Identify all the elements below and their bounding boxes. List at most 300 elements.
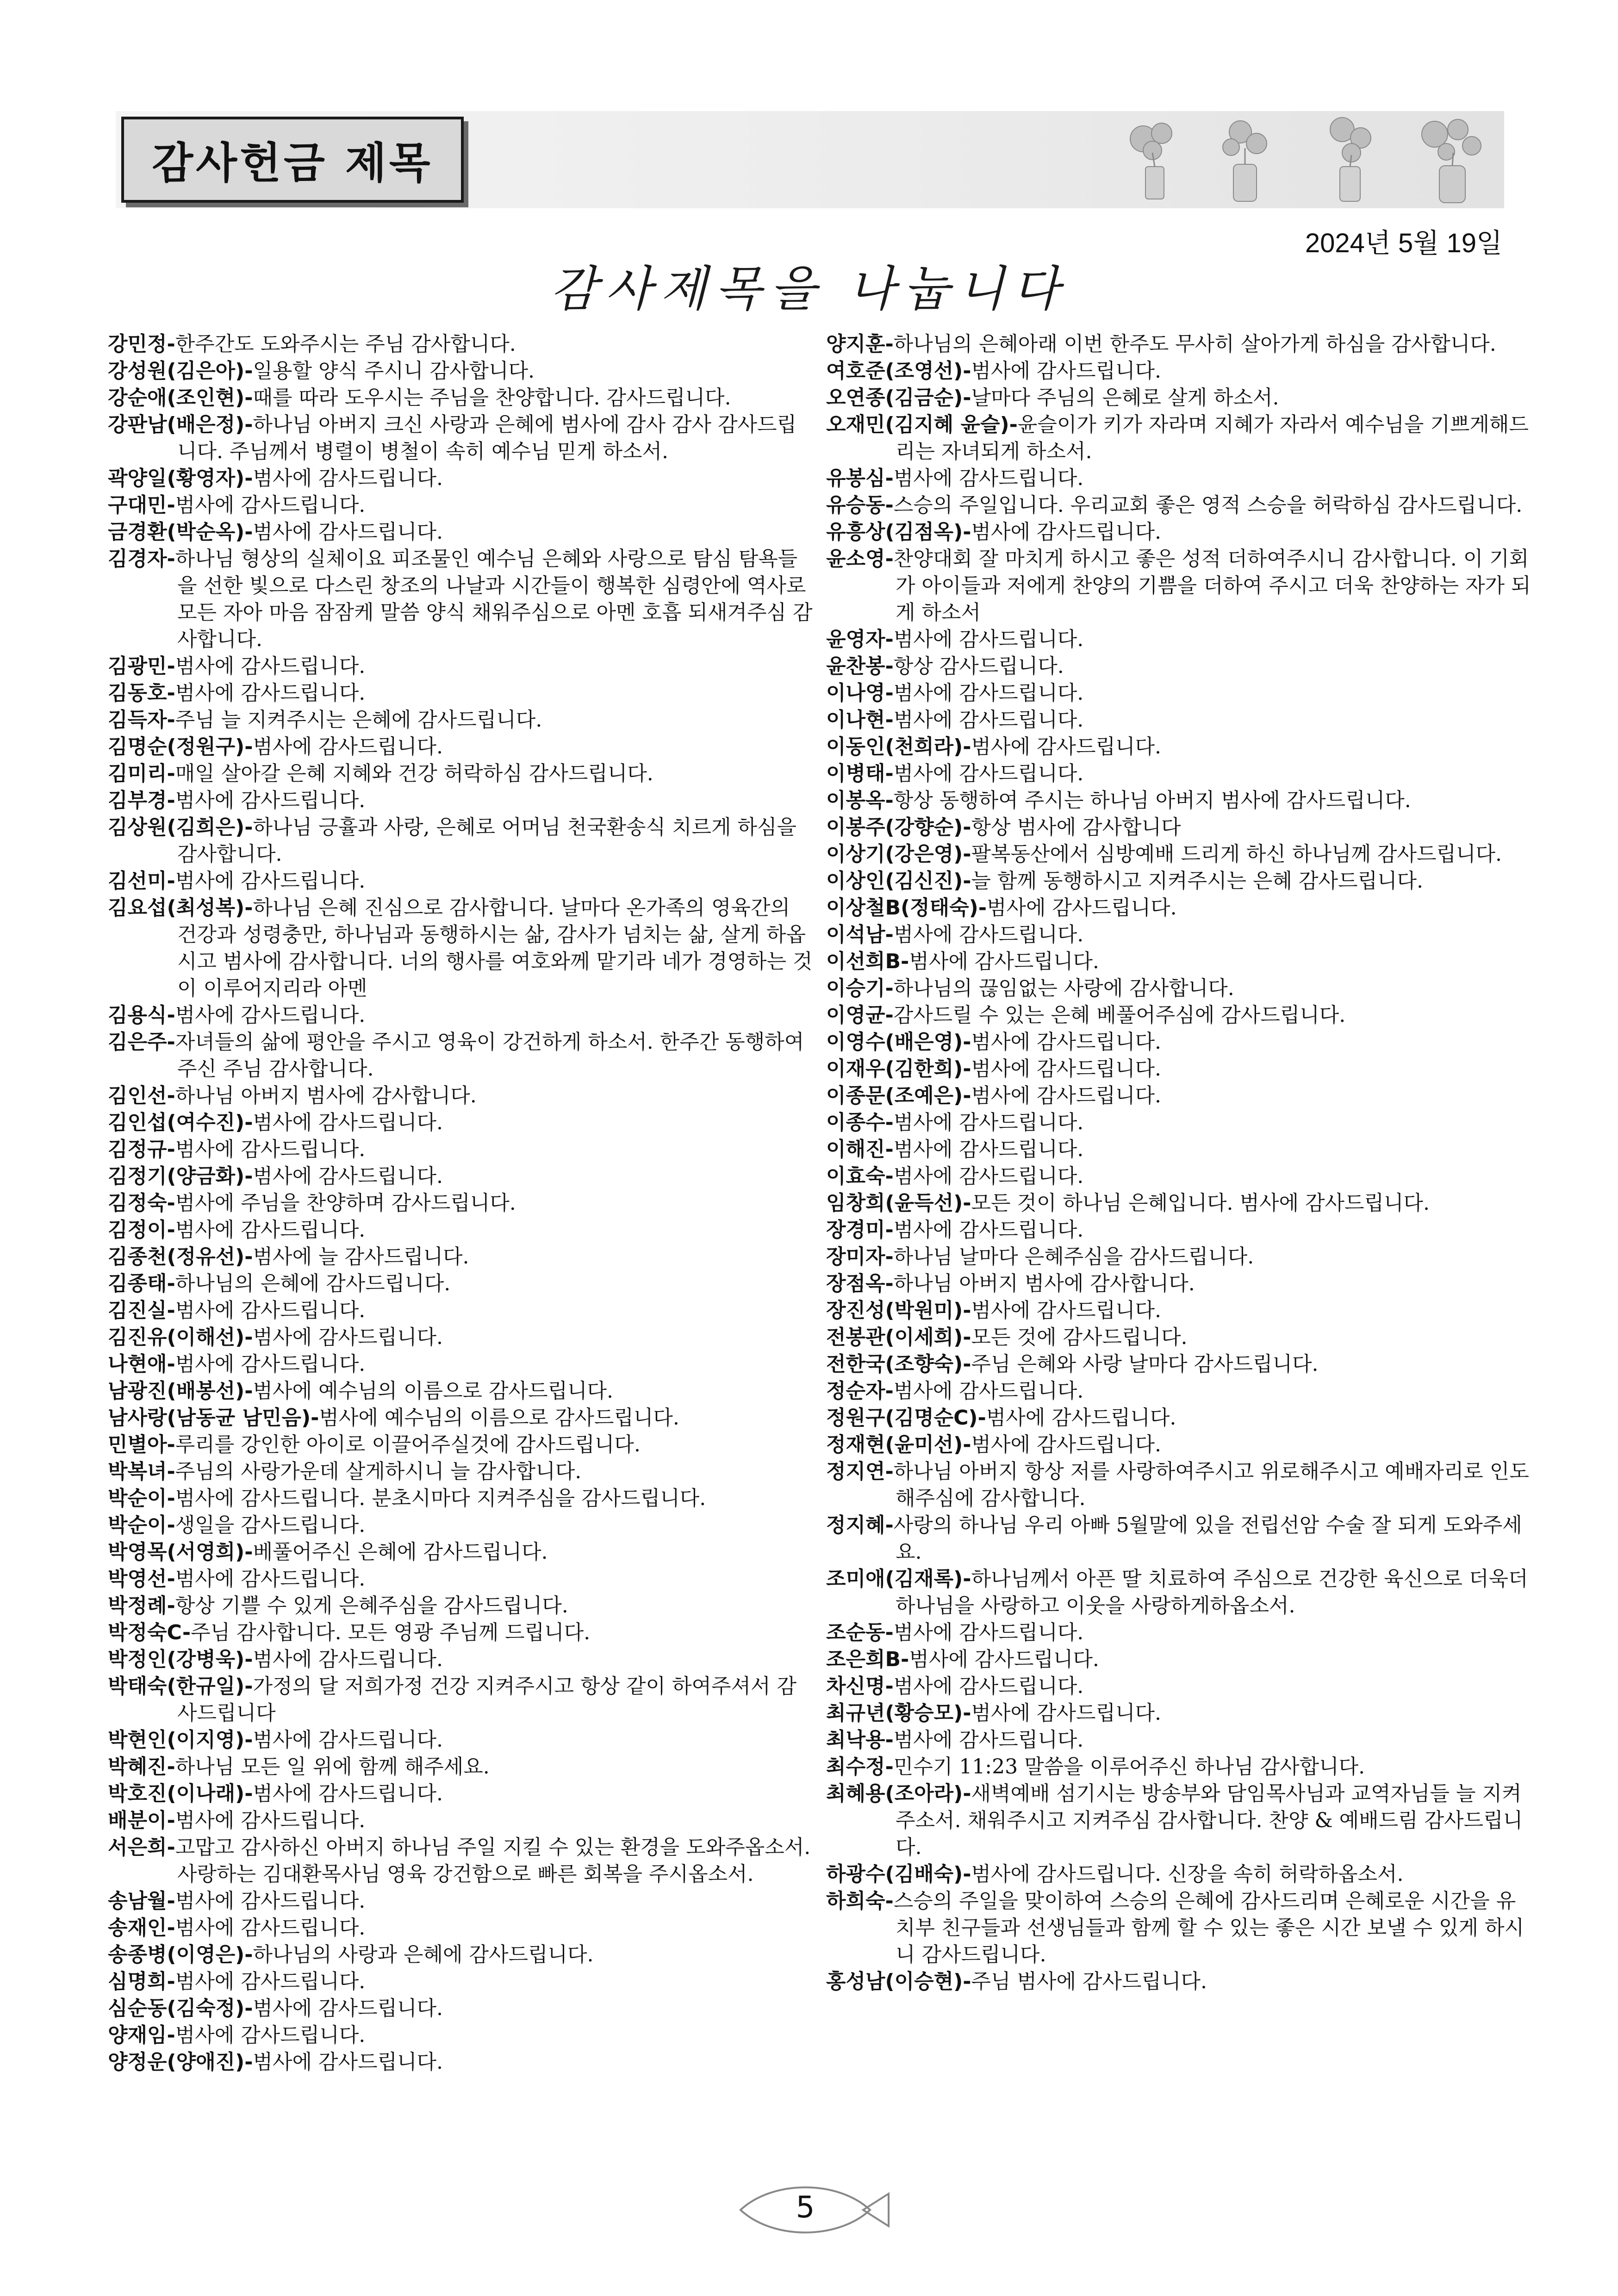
donor-name: 박호진(이나래)- (108, 1782, 253, 1805)
donor-entry (826, 975, 1534, 1002)
donor-name: 김정규- (108, 1138, 175, 1161)
donor-entry (108, 707, 816, 734)
thanksgiving-text: 감사드릴 수 있는 은혜 베풀어주심에 감사드립니다. (893, 1003, 1346, 1027)
donor-entry (108, 1109, 816, 1136)
thanksgiving-text: 범사에 감사드립니다. 신장을 속히 허락하옵소서. (971, 1862, 1404, 1886)
donor-name: 서은희- (108, 1836, 175, 1859)
thanksgiving-text: 범사에 감사드립니다. (893, 1379, 1084, 1403)
donor-entry (826, 1754, 1534, 1780)
donor-name: 구대민- (108, 493, 175, 517)
donor-name: 김인섭(여수진)- (108, 1111, 253, 1134)
thanksgiving-text: 범사에 감사드립니다. (893, 1164, 1084, 1188)
donor-name: 차신명- (826, 1674, 894, 1698)
donor-entry (108, 1458, 816, 1485)
donor-name: 김종천(정유선)- (108, 1245, 253, 1269)
thanksgiving-text: 범사에 감사드립니다. (971, 1701, 1162, 1725)
donor-entry (826, 1780, 1534, 1861)
donor-name: 박순이- (108, 1487, 175, 1510)
donor-name: 심명희- (108, 1970, 175, 1993)
thanksgiving-text: 범사에 감사드립니다. (175, 789, 366, 812)
thanksgiving-text: 때를 따라 도우시는 주님을 찬양합니다. 감사드립니다. (253, 386, 731, 410)
thanksgiving-text: 범사에 감사드립니다. (971, 1299, 1162, 1322)
thanksgiving-text: 범사에 감사드립니다. (893, 628, 1084, 651)
flower-vases-illustration (1101, 111, 1504, 208)
thanksgiving-text: 스승의 주일입니다. 우리교회 좋은 영적 스승을 허락하심 감사드립니다. (893, 493, 1523, 517)
thanksgiving-text: 하나님 긍휼과 사랑, 은혜로 어머님 천국환송식 치르게 하심을 감사합니다. (177, 815, 797, 866)
donor-name: 김진실- (108, 1299, 175, 1322)
donor-entry (826, 1136, 1534, 1163)
donor-entry (826, 1405, 1534, 1431)
donor-entry (108, 1566, 816, 1593)
thanksgiving-text: 범사에 감사드립니다. (175, 1809, 366, 1832)
section-title: 감사헌금 제목 (152, 138, 433, 188)
donor-entry (108, 868, 816, 895)
thanksgiving-text: 범사에 감사드립니다. (175, 654, 366, 678)
section-title-box (121, 117, 464, 203)
thanksgiving-text: 팔복동산에서 심방예배 드리게 하신 하나님께 감사드립니다. (971, 842, 1502, 866)
donor-entry (108, 1512, 816, 1539)
thanksgiving-text: 자녀들의 삶에 평안을 주시고 영육이 강건하게 하소서. 한주간 동행하여주신 주님 감사합니다. (175, 1030, 804, 1081)
donor-entry (826, 492, 1534, 519)
donor-name: 송남월- (108, 1889, 175, 1913)
donor-name: 김정이- (108, 1218, 175, 1242)
thanksgiving-text: 가정의 달 저희가정 건강 지켜주시고 항상 같이 하여주셔서 감사드립니다 (177, 1674, 797, 1725)
donor-entry (108, 1539, 816, 1566)
thanksgiving-text: 범사에 예수님의 이름으로 감사드립니다. (253, 1379, 614, 1403)
donor-entry (826, 1056, 1534, 1083)
donor-entry (108, 1378, 816, 1405)
donor-entry (826, 1673, 1534, 1700)
donor-name: 이종수- (826, 1111, 894, 1134)
donor-name: 이봉옥- (826, 789, 894, 812)
donor-entry (826, 1619, 1534, 1646)
donor-name: 윤소영- (826, 547, 894, 571)
thanksgiving-text: 범사에 감사드립니다. (175, 1352, 366, 1376)
donor-name: 박현인(이지영)- (108, 1728, 253, 1752)
donor-entry (826, 411, 1534, 465)
donor-entry (108, 1834, 816, 1888)
donor-name: 전봉관(이세희)- (826, 1325, 971, 1349)
thanksgiving-text: 범사에 감사드립니다. (893, 1138, 1084, 1161)
donor-name: 김정기(양금화)- (108, 1164, 253, 1188)
donor-name: 정원구(김명순C)- (826, 1406, 986, 1430)
thanksgiving-text: 베풀어주신 은혜에 감사드립니다. (253, 1540, 548, 1564)
donor-entry (108, 1431, 816, 1458)
donor-entry (108, 680, 816, 707)
thanksgiving-text: 찬양대회 잘 마치게 하시고 좋은 성적 더하여주시니 감사합니다. 이 기회가 아이들과 저에게 찬양의 기쁨을 더하여 주시고 더욱 찬양하는 자가 되게 하소서 (893, 547, 1531, 624)
donor-entry (108, 895, 816, 1002)
donor-entry (108, 1405, 816, 1431)
donor-name: 양지훈- (826, 332, 894, 356)
thanksgiving-text: 하나님 은혜 진심으로 감사합니다. 날마다 온가족의 영육간의 건강과 성령충만, 하나님과 동행하시는 삶, 감사가 넘치는 삶, 살게 하옵시고 범사에 감사합니다. 너의 행사를 여호와께 맡기라 네가 경영하는 것이 이루어지리라 아멘 (177, 896, 813, 1000)
donor-entry (826, 1566, 1534, 1619)
thanksgiving-text: 범사에 감사드립니다. 분초시마다 지켜주심을 감사드립니다. (175, 1487, 706, 1510)
thanksgiving-text: 범사에 감사드립니다. (175, 1003, 366, 1027)
donor-name: 김경자- (108, 547, 175, 571)
thanksgiving-text: 사랑의 하나님 우리 아빠 5월말에 있을 전립선암 수술 잘 되게 도와주세요. (893, 1513, 1522, 1564)
donor-name: 김득자- (108, 708, 175, 732)
donor-entry (826, 465, 1534, 492)
thanksgiving-text: 범사에 감사드립니다. (253, 1325, 443, 1349)
thanksgiving-text: 범사에 감사드립니다. (253, 735, 443, 759)
left-column (108, 331, 816, 2076)
donor-entry (826, 385, 1534, 411)
thanksgiving-text: 생일을 감사드립니다. (175, 1513, 366, 1537)
donor-name: 이상인(김신진)- (826, 869, 971, 893)
donor-name: 최규년(황승모)- (826, 1701, 971, 1725)
donor-name: 김상원(김희은)- (108, 815, 253, 839)
donor-entry (826, 1163, 1534, 1190)
donor-name: 이병태- (826, 762, 894, 785)
donor-entry (826, 1512, 1534, 1566)
thanksgiving-text: 모든 것이 하나님 은혜입니다. 범사에 감사드립니다. (971, 1191, 1430, 1215)
donor-entry (826, 787, 1534, 814)
donor-name: 김정숙- (108, 1191, 175, 1215)
donor-entry (108, 1754, 816, 1780)
donor-entry (826, 331, 1534, 358)
donor-entry (826, 868, 1534, 895)
thanksgiving-text: 범사에 감사드립니다. (987, 896, 1177, 920)
thanksgiving-text: 범사에 감사드립니다. (893, 708, 1084, 732)
donor-name: 하희숙- (826, 1889, 894, 1913)
thanksgiving-text: 범사에 감사드립니다. (253, 467, 443, 490)
donor-name: 장점옥- (826, 1272, 894, 1295)
donor-entry (108, 546, 816, 653)
thanksgiving-text: 하나님 아버지 범사에 감사합니다. (893, 1272, 1195, 1295)
donor-name: 김종태- (108, 1272, 175, 1295)
donor-entry (108, 1163, 816, 1190)
page-footer (0, 2182, 1618, 2238)
thanksgiving-text: 하나님 아버지 범사에 감사합니다. (175, 1084, 477, 1108)
donor-entry (826, 1351, 1534, 1378)
donor-name: 윤찬봉- (826, 654, 894, 678)
thanksgiving-text: 항상 동행하여 주시는 하나님 아버지 범사에 감사드립니다. (893, 789, 1411, 812)
thanksgiving-text: 민수기 11:23 말씀을 이루어주신 하나님 감사합니다. (893, 1755, 1365, 1779)
thanksgiving-text: 하나님 형상의 실체이요 피조물인 예수님 은혜와 사랑으로 탐심 탐욕들을 선한 빛으로 다스린 창조의 나날과 시간들이 행복한 심령안에 역사로 모든 자아 마음 잠잠케 말씀 양식 채워주심으로 아멘 호흡 되새겨주심 감사합니다. (175, 547, 813, 651)
thanksgiving-text: 하나님 아버지 크신 사랑과 은혜에 범사에 감사 감사 감사드립니다. 주님께서 병렬이 병철이 속히 예수님 믿게 하소서. (177, 413, 797, 463)
thanksgiving-text: 범사에 감사드립니다. (253, 1164, 443, 1188)
thanksgiving-text: 범사에 늘 감사드립니다. (253, 1245, 469, 1269)
donor-entry (108, 1619, 816, 1646)
donor-name: 이종문(조예은)- (826, 1084, 971, 1108)
thanksgiving-text: 매일 살아갈 은혜 지혜와 건강 허락하심 감사드립니다. (175, 762, 653, 785)
donor-name: 강민정- (108, 332, 175, 356)
donor-entry (108, 1002, 816, 1029)
donor-entry (826, 1458, 1534, 1512)
donor-name: 박정숙C- (108, 1621, 191, 1644)
donor-entry (108, 1941, 816, 1968)
donor-entry (826, 1270, 1534, 1297)
donor-entry (108, 1995, 816, 2022)
thanksgiving-text: 범사에 감사드립니다. (253, 2050, 443, 2074)
donor-entry (108, 358, 816, 385)
donor-name: 하광수(김배숙)- (826, 1862, 971, 1886)
thanksgiving-text: 범사에 주님을 찬양하며 감사드립니다. (175, 1191, 516, 1215)
thanksgiving-text: 범사에 감사드립니다. (253, 1997, 443, 2020)
thanksgiving-text: 범사에 감사드립니다. (893, 1111, 1084, 1134)
donor-name: 정지혜- (826, 1513, 894, 1537)
donor-name: 민별아- (108, 1433, 175, 1456)
thanksgiving-text: 일용할 양식 주시니 감사합니다. (253, 359, 535, 383)
thanksgiving-text: 범사에 감사드립니다. (175, 1138, 366, 1161)
thanksgiving-text: 하나님 날마다 은혜주심을 감사드립니다. (893, 1245, 1254, 1269)
donor-entry (108, 1244, 816, 1270)
donor-name: 정지연- (826, 1460, 894, 1483)
thanksgiving-text: 범사에 감사드립니다. (893, 923, 1084, 946)
donor-entry (108, 2022, 816, 2049)
thanksgiving-text: 범사에 감사드립니다. (986, 1406, 1176, 1430)
donor-name: 이상기(강은영)- (826, 842, 971, 866)
thanksgiving-text: 늘 함께 동행하시고 지켜주시는 은혜 감사드립니다. (971, 869, 1424, 893)
donor-name: 송재인- (108, 1916, 175, 1940)
thanksgiving-text: 범사에 감사드립니다. (893, 1674, 1084, 1698)
donor-entry (108, 1727, 816, 1754)
thanksgiving-text: 범사에 감사드립니다. (971, 359, 1162, 383)
donor-name: 이해진- (826, 1138, 894, 1161)
thanksgiving-text: 범사에 감사드립니다. (893, 681, 1084, 705)
thanksgiving-text: 범사에 감사드립니다. (175, 493, 366, 517)
thanksgiving-text: 범사에 감사드립니다. (253, 1648, 443, 1671)
donor-entry (826, 1109, 1534, 1136)
thanksgiving-text: 하나님 아버지 항상 저를 사랑하여주시고 위로해주시고 예배자리로 인도해주심에 감사합니다. (893, 1460, 1529, 1510)
thanksgiving-text: 주님 은혜와 사랑 날마다 감사드립니다. (971, 1352, 1319, 1376)
donor-name: 정순자- (826, 1379, 894, 1403)
donor-entry (108, 1485, 816, 1512)
donor-name: 김인선- (108, 1084, 175, 1108)
donor-entry (108, 1968, 816, 1995)
donor-name: 이석남- (826, 923, 894, 946)
thanksgiving-text: 범사에 감사드립니다. (971, 520, 1162, 544)
donor-name: 박정례- (108, 1594, 175, 1618)
thanksgiving-text: 범사에 감사드립니다. (175, 869, 366, 893)
donor-name: 김명순(정원구)- (108, 735, 253, 759)
donor-name: 금경환(박순옥)- (108, 520, 253, 544)
donor-name: 박영목(서영희)- (108, 1540, 253, 1564)
donor-entry (826, 760, 1534, 787)
thanksgiving-text: 윤슬이가 키가 자라며 지혜가 자라서 예수님을 기쁘게해드리는 자녀되게 하소서. (896, 413, 1529, 463)
thanksgiving-text: 범사에 감사드립니다. (971, 1084, 1162, 1108)
donor-name: 유봉심- (826, 467, 894, 490)
thanksgiving-text: 범사에 감사드립니다. (253, 1111, 443, 1134)
donor-name: 이봉주(강향순)- (826, 815, 971, 839)
donor-entry (826, 1324, 1534, 1351)
page-number: 5 (796, 2190, 815, 2225)
donor-entry (826, 546, 1534, 626)
donor-name: 이동인(천희라)- (826, 735, 971, 759)
donor-entry (826, 1646, 1534, 1673)
donor-entry (826, 1002, 1534, 1029)
thanksgiving-text: 범사에 감사드립니다. (175, 681, 366, 705)
thanksgiving-text: 범사에 감사드립니다. (893, 762, 1084, 785)
donor-name: 나현애- (108, 1352, 175, 1376)
donor-entry (108, 1593, 816, 1619)
thanksgiving-text: 범사에 감사드립니다. (971, 735, 1162, 759)
thanksgiving-text: 한주간도 도와주시는 주님 감사합니다. (175, 332, 516, 356)
donor-entry (108, 331, 816, 358)
donor-entry (108, 2049, 816, 2076)
thanksgiving-text: 범사에 감사드립니다. (175, 1567, 366, 1591)
donor-entry (826, 653, 1534, 680)
thanksgiving-text: 범사에 감사드립니다. (971, 1030, 1162, 1054)
thanksgiving-text: 주님 범사에 감사드립니다. (971, 1970, 1207, 1993)
thanksgiving-text: 범사에 감사드립니다. (893, 467, 1084, 490)
thanksgiving-text: 범사에 감사드립니다. (175, 2023, 366, 2047)
thanksgiving-text: 항상 기쁠 수 있게 은혜주심을 감사드립니다. (175, 1594, 568, 1618)
thanksgiving-text: 범사에 감사드립니다. (893, 1218, 1084, 1242)
donor-entry (108, 1888, 816, 1915)
donor-entry (826, 1217, 1534, 1244)
donor-name: 박영선- (108, 1567, 175, 1591)
donor-entry (108, 519, 816, 546)
donor-name: 김용식- (108, 1003, 175, 1027)
donor-entry (826, 707, 1534, 734)
donor-name: 유승동- (826, 493, 894, 517)
donor-entry (108, 760, 816, 787)
donor-name: 이나영- (826, 681, 894, 705)
donor-name: 전한국(조향숙)- (826, 1352, 971, 1376)
donor-entry (826, 1888, 1534, 1968)
donor-name: 이승기- (826, 977, 894, 1000)
donor-entry (108, 1083, 816, 1109)
donor-name: 김진유(이해선)- (108, 1325, 253, 1349)
donor-name: 남광진(배봉선)- (108, 1379, 253, 1403)
donor-entry (826, 921, 1534, 948)
donor-entry (108, 1297, 816, 1324)
thanksgiving-text: 범사에 감사드립니다. (971, 1433, 1162, 1456)
thanksgiving-text: 하나님 모든 일 위에 함께 해주세요. (175, 1755, 490, 1779)
donor-name: 이선희B- (826, 950, 909, 973)
donor-name: 정재현(윤미선)- (826, 1433, 971, 1456)
donor-entry (826, 1378, 1534, 1405)
donor-name: 김광민- (108, 654, 175, 678)
thanksgiving-text: 범사에 감사드립니다. (175, 1299, 366, 1322)
donor-name: 유흥상(김점옥)- (826, 520, 971, 544)
donor-entry (108, 1780, 816, 1807)
donor-entry (826, 519, 1534, 546)
thanksgiving-text: 루리를 강인한 아이로 이끌어주실것에 감사드립니다. (175, 1433, 641, 1456)
donor-name: 이상철B(정태숙)- (826, 896, 987, 920)
thanksgiving-text: 하나님의 끊임없는 사랑에 감사합니다. (893, 977, 1234, 1000)
donor-entry (108, 814, 816, 868)
donor-name: 이영수(배은영)- (826, 1030, 971, 1054)
donor-entry (826, 1700, 1534, 1727)
thanksgiving-text: 범사에 감사드립니다. (175, 1218, 366, 1242)
donor-entry (826, 841, 1534, 868)
donor-name: 조은희B- (826, 1648, 909, 1671)
donor-name: 송종병(이영은)- (108, 1943, 253, 1966)
donor-name: 오연종(김금순)- (826, 386, 971, 410)
thanksgiving-text: 범사에 감사드립니다. (971, 1057, 1162, 1081)
right-column (826, 331, 1534, 1995)
donor-name: 이나현- (826, 708, 894, 732)
donor-entry (108, 787, 816, 814)
donor-entry (826, 814, 1534, 841)
donor-name: 최혜용(조아라)- (826, 1782, 971, 1805)
thanksgiving-text: 주님 감사합니다. 모든 영광 주님께 드립니다. (191, 1621, 591, 1644)
donor-name: 남사랑(남동균 남민음)- (108, 1406, 319, 1430)
donor-name: 강순애(조인현)- (108, 386, 253, 410)
donor-name: 박순이- (108, 1513, 175, 1537)
donor-name: 강성원(김은아)- (108, 359, 253, 383)
thanksgiving-text: 하나님의 사랑과 은혜에 감사드립니다. (253, 1943, 594, 1966)
thanksgiving-text: 고맙고 감사하신 아버지 하나님 주일 지킬 수 있는 환경을 도와주옵소서. 사랑하는 김대환목사님 영육 강건함으로 빠른 회복을 주시옵소서. (175, 1836, 811, 1886)
thanksgiving-text: 범사에 감사드립니다. (175, 1916, 366, 1940)
donor-name: 김은주- (108, 1030, 175, 1054)
donor-name: 곽양일(황영자)- (108, 467, 253, 490)
thanksgiving-text: 주님 늘 지켜주시는 은혜에 감사드립니다. (175, 708, 542, 732)
donor-entry (826, 734, 1534, 760)
donor-entry (108, 1351, 816, 1378)
thanksgiving-text: 하나님의 은혜에 감사드립니다. (175, 1272, 451, 1295)
donor-name: 장경미- (826, 1218, 894, 1242)
page-subtitle: 감사제목을 나눕니다 (550, 261, 1068, 317)
donor-entry (108, 1029, 816, 1083)
donor-name: 조순동- (826, 1621, 894, 1644)
thanksgiving-text: 새벽예배 섬기시는 방송부와 담임목사님과 교역자님들 늘 지켜주소서. 채워주시고 지켜주심 감사합니다. 찬양 & 예배드림 감사드립니다. (896, 1782, 1523, 1859)
thanksgiving-text: 하나님의 은혜아래 이번 한주도 무사히 살아가게 하심을 감사합니다. (893, 332, 1496, 356)
donor-name: 장진성(박원미)- (826, 1299, 971, 1322)
donor-entry (108, 1190, 816, 1217)
donor-name: 김부경- (108, 789, 175, 812)
donor-name: 배분이- (108, 1809, 175, 1832)
donor-entry (826, 1190, 1534, 1217)
donor-entry (108, 1646, 816, 1673)
donor-entry (108, 734, 816, 760)
donor-name: 이효숙- (826, 1164, 894, 1188)
donor-entry (108, 1136, 816, 1163)
donor-entry (826, 1244, 1534, 1270)
donor-entry (826, 895, 1534, 921)
thanksgiving-text: 범사에 감사드립니다. (893, 1728, 1084, 1752)
donor-name: 김동호- (108, 681, 175, 705)
issue-date: 2024년 5월 19일 (1305, 228, 1502, 258)
donor-entry (826, 1431, 1534, 1458)
donor-entry (826, 1968, 1534, 1995)
donor-name: 양재임- (108, 2023, 175, 2047)
donor-entry (826, 680, 1534, 707)
donor-name: 윤영자- (826, 628, 894, 651)
donor-entry (826, 1861, 1534, 1888)
donor-name: 여호준(조영선)- (826, 359, 971, 383)
donor-entry (826, 626, 1534, 653)
donor-entry (108, 1673, 816, 1727)
donor-name: 김미리- (108, 762, 175, 785)
thanksgiving-text: 항상 범사에 감사합니다 (971, 815, 1181, 839)
donor-name: 최수정- (826, 1755, 894, 1779)
thanksgiving-text: 범사에 감사드립니다. (253, 1782, 443, 1805)
donor-name: 최낙용- (826, 1728, 894, 1752)
donor-name: 박혜진- (108, 1755, 175, 1779)
donor-entry (108, 1807, 816, 1834)
thanksgiving-text: 하나님께서 아픈 딸 치료하여 주심으로 건강한 육신으로 더욱더 하나님을 사랑하고 이웃을 사랑하게하옵소서. (896, 1567, 1528, 1618)
thanksgiving-text: 모든 것에 감사드립니다. (971, 1325, 1188, 1349)
donor-entry (108, 653, 816, 680)
thanksgiving-text: 범사에 감사드립니다. (175, 1970, 366, 1993)
donor-name: 이재우(김한희)- (826, 1057, 971, 1081)
donor-entry (826, 948, 1534, 975)
thanksgiving-text: 주님의 사랑가운데 살게하시니 늘 감사합니다. (175, 1460, 582, 1483)
thanksgiving-text: 범사에 감사드립니다. (909, 950, 1099, 973)
donor-name: 김요섭(최성복)- (108, 896, 253, 920)
donor-name: 박정인(강병욱)- (108, 1648, 253, 1671)
donor-name: 장미자- (826, 1245, 894, 1269)
thanksgiving-text: 범사에 예수님의 이름으로 감사드립니다. (319, 1406, 679, 1430)
donor-name: 김선미- (108, 869, 175, 893)
donor-name: 강판남(배은정)- (108, 413, 253, 436)
donor-name: 홍성남(이승현)- (826, 1970, 971, 1993)
donor-entry (108, 1324, 816, 1351)
thanksgiving-text: 스승의 주일을 맞이하여 스승의 은혜에 감사드리며 은혜로운 시간을 유치부 친구들과 선생님들과 함께 할 수 있는 좋은 시간 보낼 수 있게 하시니 감사드립니다. (893, 1889, 1524, 1966)
